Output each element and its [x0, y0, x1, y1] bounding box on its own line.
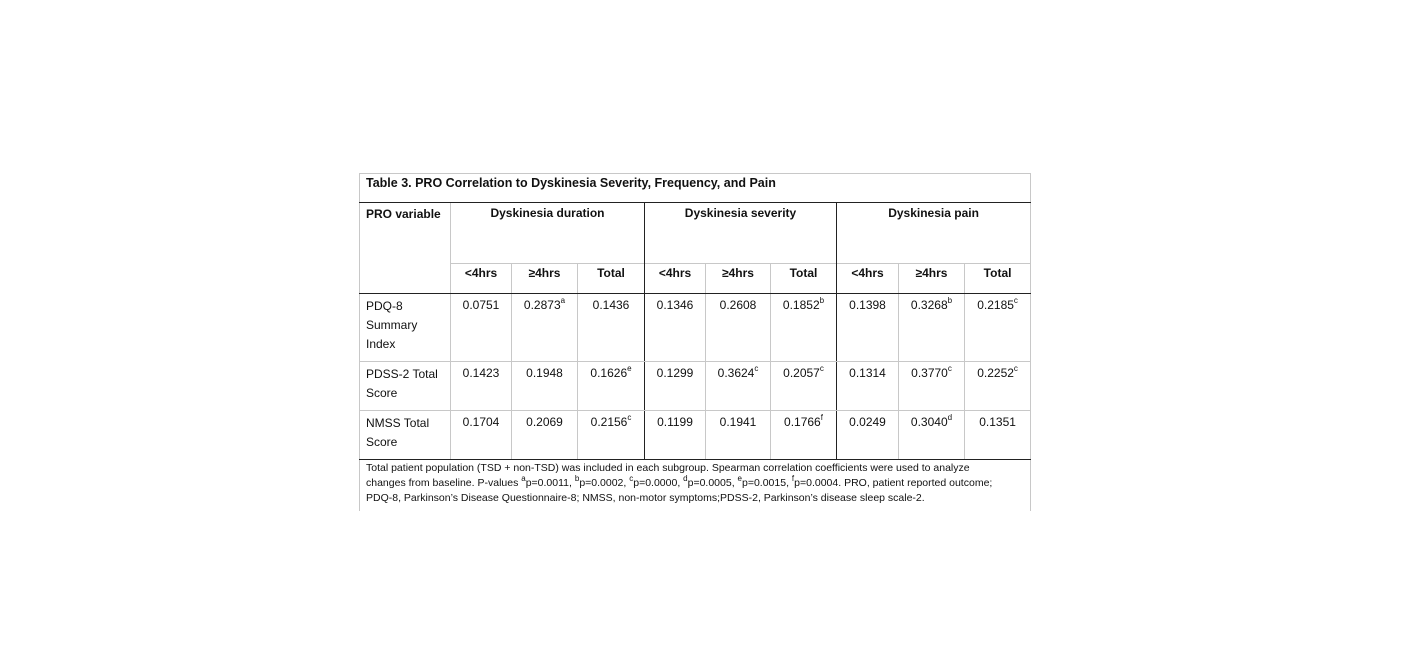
subcol-total: Total — [771, 264, 837, 294]
table-cell: 0.0751 — [451, 294, 512, 362]
p-value-marker: d — [683, 473, 688, 483]
table-cell: 0.1948 — [512, 362, 578, 411]
table-cell: 0.1398 — [837, 294, 899, 362]
table-row — [360, 362, 1031, 411]
group-header-duration: Dyskinesia duration — [451, 203, 645, 264]
group-header-severity: Dyskinesia severity — [645, 203, 837, 264]
significance-marker: c — [1013, 364, 1018, 373]
p-value-marker: a — [521, 473, 526, 483]
table-cell: 0.2252$^c$ — [965, 362, 1031, 411]
table-cell: 0.2057$^c$ — [771, 362, 837, 411]
p-value-text: p=0.0011, — [525, 477, 575, 489]
table-cell: 0.2608 — [706, 294, 771, 362]
p-value-text: p=0.0005, — [687, 477, 738, 489]
p-value-marker: f — [791, 473, 795, 483]
table-cell: 0.2873$^a$ — [512, 294, 578, 362]
subcol-total: Total — [965, 264, 1031, 294]
table-cell: 0.1852$^b$ — [771, 294, 837, 362]
subcol-ge4: ≥4hrs — [899, 264, 965, 294]
p-value-text: p=0.0004. — [794, 477, 842, 489]
table-cell: 0.3624$^c$ — [706, 362, 771, 411]
table-cell: 0.1314 — [837, 362, 899, 411]
significance-marker: c — [819, 364, 824, 373]
p-value-text: p=0.0015, — [741, 477, 792, 489]
table-cell: 0.1299 — [645, 362, 706, 411]
row-label: PDQ-8 Summary Index — [360, 294, 451, 362]
table-cell: 0.1423 — [451, 362, 512, 411]
table-cell: 0.1436 — [578, 294, 645, 362]
table-cell: 0.3040$^d$ — [899, 411, 965, 460]
p-value-marker: e — [737, 473, 742, 483]
row-label: PDSS-2 Total Score — [360, 362, 451, 411]
table-cell: 0.1941 — [706, 411, 771, 460]
significance-marker: f — [820, 413, 823, 422]
subcol-lt4: <4hrs — [645, 264, 706, 294]
table-cell: 0.1351 — [965, 411, 1031, 460]
table-body — [360, 294, 1031, 460]
significance-marker: e — [627, 364, 632, 373]
table-cell: 0.2185$^c$ — [965, 294, 1031, 362]
table-cell: 0.1626e — [578, 362, 645, 411]
subcol-lt4: <4hrs — [451, 264, 512, 294]
table-cell: 0.1346 — [645, 294, 706, 362]
subcol-total: Total — [578, 264, 645, 294]
caption-text: Table 3. PRO Correlation to Dyskinesia Severity, Frequency, and Pain — [366, 176, 776, 190]
table-footnote — [360, 460, 1031, 512]
table-cell: 0.3268$^b$ — [899, 294, 965, 362]
results-table — [359, 173, 1031, 511]
p-value-marker: b — [574, 473, 580, 483]
significance-marker: c — [1013, 296, 1018, 305]
table-caption — [360, 174, 1031, 203]
table-cell: 0.3770$^c$ — [899, 362, 965, 411]
table-cell: 0.2069 — [512, 411, 578, 460]
footnote-line: Total patient population (TSD + non-TSD) was included in each subgroup. Spearman correlation coefficients were used to analyze — [366, 462, 970, 474]
subcol-lt4: <4hrs — [837, 264, 899, 294]
row-label: NMSS Total Score — [360, 411, 451, 460]
table-cell: 0.1704 — [451, 411, 512, 460]
p-value-text: p=0.0002, — [579, 477, 630, 489]
p-value-text: p=0.0000, — [633, 477, 684, 489]
footnote-line: PDQ-8, Parkinson’s Disease Questionnaire-8; NMSS, non-motor symptoms;PDSS-2, Parkinson’s disease sleep scale-2. — [366, 492, 925, 504]
significance-marker: a — [560, 296, 566, 305]
significance-marker: c — [947, 364, 952, 373]
group-header-pain: Dyskinesia pain — [837, 203, 1031, 264]
table-cell: 0.0249 — [837, 411, 899, 460]
table-row — [360, 294, 1031, 362]
table-cell: 0.2156$^c$ — [578, 411, 645, 460]
subcol-ge4: ≥4hrs — [706, 264, 771, 294]
table-row — [360, 411, 1031, 460]
significance-marker: c — [754, 364, 759, 373]
significance-marker: b — [947, 296, 953, 305]
significance-marker: b — [819, 296, 825, 305]
subheader-row — [360, 264, 1031, 294]
subcol-ge4: ≥4hrs — [512, 264, 578, 294]
significance-marker: d — [947, 413, 953, 422]
footnote-line: changes from baseline. P-values $^a$p=0.0011, $^b$p=0.0002, $^c$p=0.0000, $^d$p=0.0005, $^e$p=0.0015, $^f$p=0.0004. PRO, patient reported outcome; — [366, 473, 993, 489]
pro-variable-header: PRO variable — [360, 203, 451, 294]
significance-marker: c — [627, 413, 632, 422]
document-page — [359, 173, 1030, 511]
table-cell: 0.1199 — [645, 411, 706, 460]
table-cell: 0.1766$^f$ — [771, 411, 837, 460]
p-value-marker: c — [629, 473, 634, 483]
